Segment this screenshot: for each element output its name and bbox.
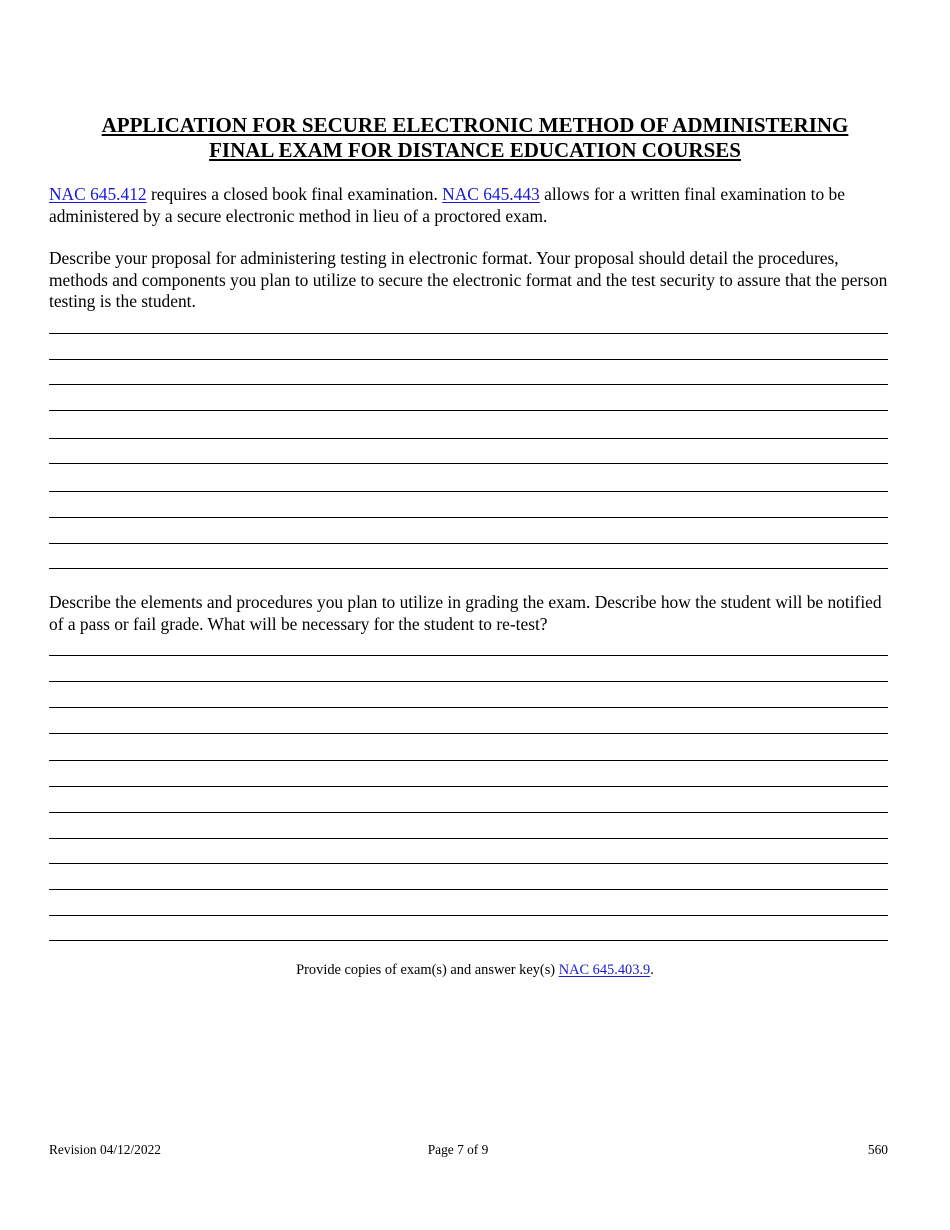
nac-645-412-link[interactable]: NAC 645.412 (49, 184, 147, 204)
form-title (0, 113, 950, 163)
writing-line[interactable] (49, 863, 888, 864)
intro-text-2: allows for a written final examination to be administered by a secure electronic method in lieu of a proctored exam. (49, 184, 845, 226)
writing-line[interactable] (49, 543, 888, 544)
writing-line[interactable] (49, 733, 888, 734)
writing-line[interactable] (49, 384, 888, 385)
writing-line[interactable] (49, 438, 888, 439)
form-title-line-1: APPLICATION FOR SECURE ELECTRONIC METHOD OF ADMINISTERING (101, 113, 849, 137)
writing-line[interactable] (49, 568, 888, 569)
nac-645-443-link[interactable]: NAC 645.443 (442, 184, 540, 204)
writing-line[interactable] (49, 517, 888, 518)
writing-line[interactable] (49, 333, 888, 334)
writing-line[interactable] (49, 760, 888, 761)
provide-copies-note (0, 961, 950, 979)
form-title-line-2: FINAL EXAM FOR DISTANCE EDUCATION COURSES (209, 138, 741, 162)
writing-line[interactable] (49, 889, 888, 890)
writing-line[interactable] (49, 915, 888, 916)
writing-line[interactable] (49, 940, 888, 941)
writing-line[interactable] (49, 838, 888, 839)
writing-line[interactable] (49, 359, 888, 360)
intro-text-1: requires a closed book final examination. (146, 184, 443, 204)
writing-line[interactable] (49, 707, 888, 708)
footer-page-number: Page 7 of 9 (427, 1142, 489, 1157)
writing-line[interactable] (49, 681, 888, 682)
writing-line[interactable] (49, 812, 888, 813)
question-1-text: Describe your proposal for administering testing in electronic format. Your proposal should detail the procedures, methods and components you plan to utilize to secure the electronic format and the test security to assure that the person testing is the student. (49, 248, 888, 311)
provide-text: Provide copies of exam(s) and answer key(s) (296, 962, 559, 978)
writing-line[interactable] (49, 655, 888, 656)
provide-end: . (650, 962, 654, 978)
nac-645-403-9-link[interactable]: NAC 645.403.9 (558, 962, 651, 978)
footer-form-number: 560 (867, 1142, 888, 1157)
footer-revision: Revision 04/12/2022 (49, 1142, 161, 1157)
writing-line[interactable] (49, 786, 888, 787)
writing-line[interactable] (49, 410, 888, 411)
writing-line[interactable] (49, 491, 888, 492)
question-2-text: Describe the elements and procedures you plan to utilize in grading the exam. Describe how the student will be notified of a pass or fail grade. What will be necessary for the student to re-test? (49, 592, 882, 634)
intro-paragraph (49, 184, 894, 227)
writing-line[interactable] (49, 463, 888, 464)
